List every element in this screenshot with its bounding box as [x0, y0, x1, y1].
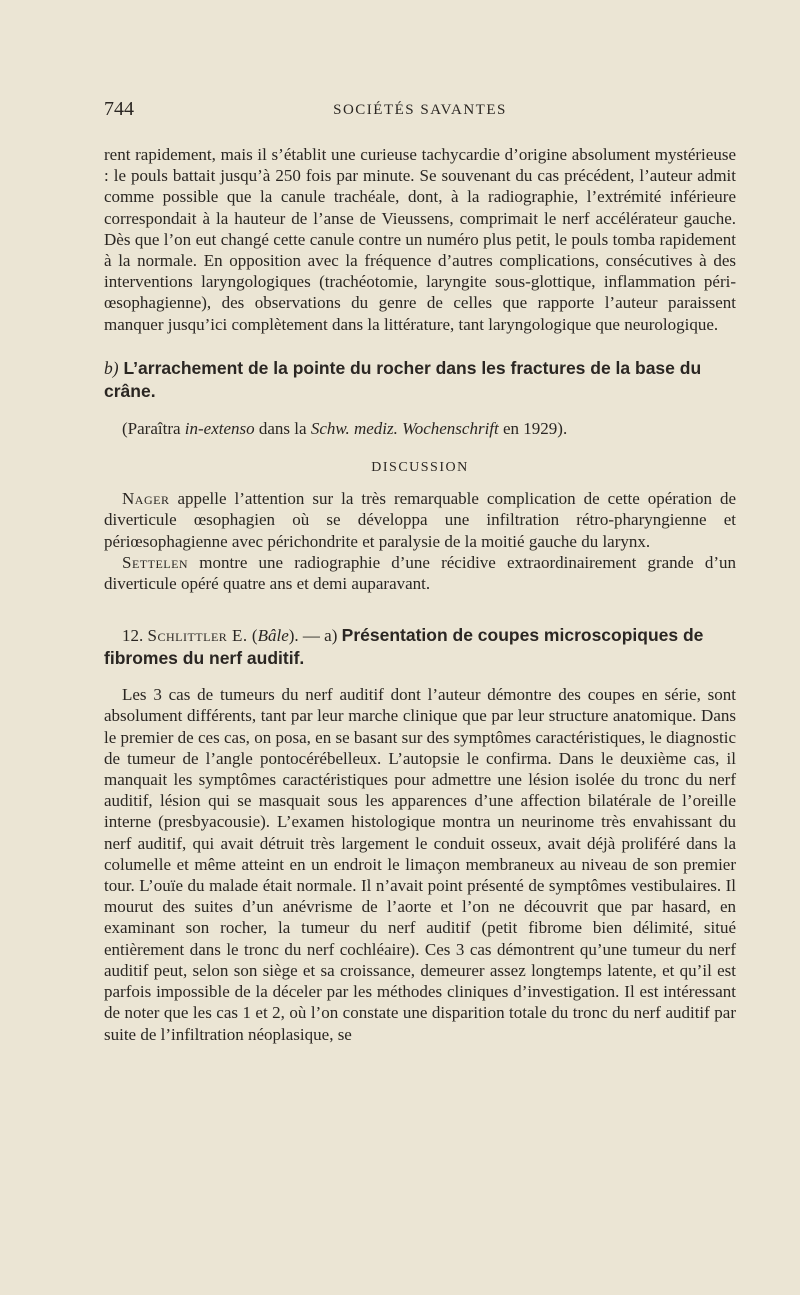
section-number: 12. — [122, 626, 148, 646]
section-author: Schlittler E. — [147, 626, 248, 646]
subsection-title: L’arrachement de la pointe du rocher dans les fractures de la base du crâne. — [104, 357, 702, 401]
subsection-letter: b) — [104, 357, 119, 378]
body-text — [104, 144, 736, 1045]
discussion-heading: DISCUSSION — [371, 460, 469, 476]
page-number: 744 — [104, 98, 134, 120]
discussion-settelen — [104, 552, 736, 594]
paragraph-continued: rent rapidement, mais il s’établit une curieuse tachycardie d’origine absolument mystérieuse : le pouls battait jusqu’à 250 fois par minute. Se souvenant du cas précédent, l’auteur admit comme possible que la canule trachéale, dont, à la radiographie, l’extrémité inférieure correspondait à la hauteur de l’anse de Vieussens, comprimait le nerf accélérateur gauche. Dès que l’on eut changé cette canule contre un numéro plus petit, le pouls tomba rapidement à la normale. En opposition avec la fréquence d’autres complications, consécutives à des interventions laryngologiques (trachéotomie, laryngite sous-glottique, inflammation péri-œsophagienne), des observations du genre de celles que rapporte l’auteur paraissent manquer jusqu’ici complètement dans la littérature, tant laryngologique que neurologique. — [104, 145, 736, 334]
publication-note — [104, 418, 736, 439]
note-text: (Paraîtra — [122, 418, 185, 438]
note-italic: in-extenso — [184, 418, 255, 438]
speaker-name: Settelen — [122, 552, 189, 572]
running-title: SOCIÉTÉS SAVANTES — [333, 102, 507, 118]
subsection-b-heading — [104, 357, 736, 403]
speaker-name: Nager — [122, 489, 170, 509]
note-text: dans la — [254, 418, 311, 438]
section-title: Présentation de coupes microscopiques de fibromes du nerf auditif. — [104, 625, 704, 669]
section-place: Bâle — [257, 626, 289, 646]
speaker-text: appelle l’attention sur la très remarquable complication de cette opération de diverticule œsophagien où se développa une infiltration rétro-pharyngienne et périœsophagienne avec périchondrite et paralysie de la moitié gauche du larynx. — [104, 489, 736, 551]
discussion-nager — [104, 488, 736, 552]
note-text: en 1929). — [498, 418, 568, 438]
paragraph-tumeurs: Les 3 cas de tumeurs du nerf auditif dont l’auteur démontre des coupes en série, sont absolument différents, tant par leur marche clinique que par leur structure anatomique. Dans le premier de ces cas, on posa, en se basant sur des symptômes caractéristiques, le diagnostic de tumeur de l’angle pontocérébelleux. L’autopsie le confirma. Dans le deuxième cas, il manquait les symptômes caractéristiques pour admettre une lésion isolée du tronc du nerf auditif, lésion qui se masquait sous les apparences d’une affection bilatérale de l’oreille interne (presbyacousie). L’examen histologique montra un neurinome très envahissant du nerf auditif, qui avait détruit très largement le conduit osseux, avait déjà proliféré dans la columelle et même atteint en un endroit le limaçon membraneux au niveau de son premier tour. L’ouïe du malade était normale. Il n’avait point présenté de symptômes vestibulaires. Il mourut des suites d’un anévrisme de l’aorte et l’on ne découvrit que par hasard, en examinant son rocher, la tumeur du nerf auditif (petit fibrome bien délimité, situé entièrement dans le tronc du nerf cochléaire). Ces 3 cas démontrent qu’une tumeur du nerf auditif peut, selon son siège et sa croissance, demeurer assez longtemps latente, et qu’il est parfois impossible de la déceler par les méthodes cliniques d’investigation. Il est intéressant de noter que les cas 1 et 2, où l’on constate une disparition totale du tronc du nerf auditif par suite de l’infiltration néoplasique, se — [104, 685, 736, 1044]
page-header — [104, 98, 736, 126]
journal-name: Schw. mediz. Wochenschrift — [310, 418, 499, 438]
section-12-heading — [104, 624, 736, 670]
section-punct: ). — — [288, 626, 325, 646]
speaker-text: montre une radiographie d’une récidive extraordinairement grande d’un diverticule opéré quatre ans et demi auparavant. — [104, 552, 736, 594]
section-punct: ( — [247, 626, 258, 646]
section-label: a) — [324, 626, 342, 646]
